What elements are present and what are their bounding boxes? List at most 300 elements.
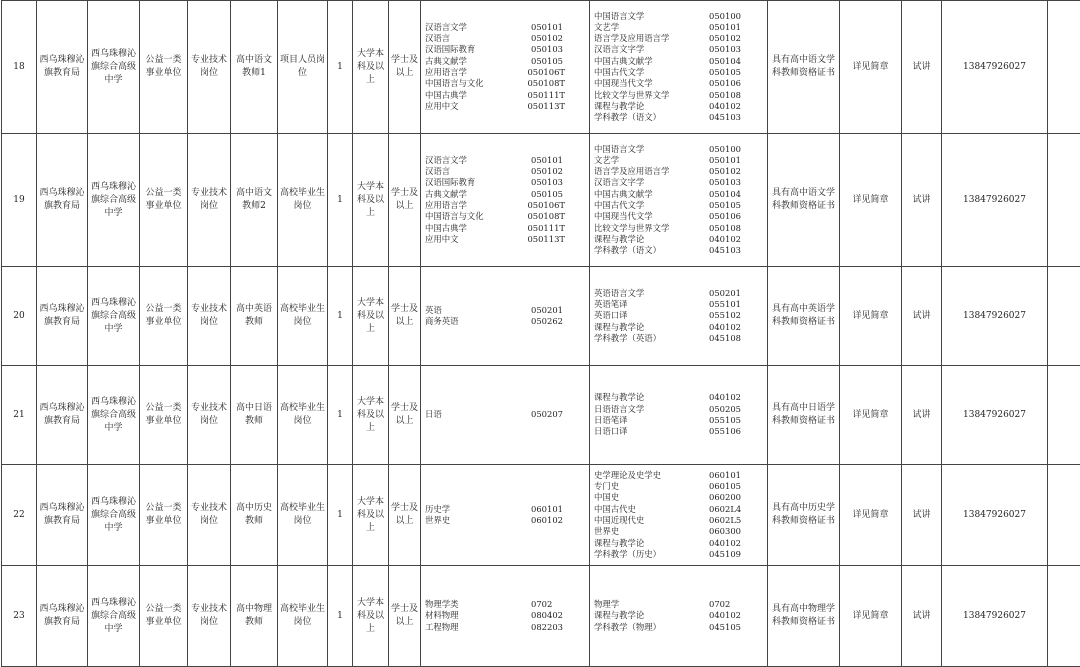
major-item: [594, 470, 763, 481]
bachelor-majors-cell: [421, 267, 590, 366]
major-name: 日语笔译: [594, 415, 628, 426]
major-item: [594, 549, 763, 560]
notes-cell: 详见简章: [840, 267, 902, 366]
major-name: 中国史: [594, 492, 619, 503]
bachelor-majors-cell: [421, 366, 590, 465]
major-code: 050104: [709, 56, 763, 67]
exam-method-cell: 试讲: [902, 465, 942, 566]
unit-type-cell: 公益一类事业单位: [140, 1, 188, 134]
major-item: [594, 90, 763, 101]
major-code: 050111T: [527, 223, 585, 234]
major-name: 材料物理: [425, 610, 459, 621]
notes-cell: 详见简章: [840, 566, 902, 667]
major-code: 082203: [531, 622, 585, 633]
post-category-cell: 高校毕业生岗位: [278, 134, 328, 267]
major-code: 055105: [709, 415, 763, 426]
major-code: 050103: [709, 177, 763, 188]
degree-cell: 学士及以上: [389, 366, 421, 465]
major-name: 汉语国际教育: [425, 44, 475, 55]
major-code: 050105: [531, 189, 585, 200]
major-name: 中国近现代史: [594, 515, 644, 526]
phone-cell: 13847926027: [942, 267, 1048, 366]
major-name: 英语口译: [594, 310, 628, 321]
major-item: [594, 234, 763, 245]
headcount-cell: 1: [328, 267, 353, 366]
major-code: 050108T: [527, 211, 585, 222]
unit-type-cell: 公益一类事业单位: [140, 465, 188, 566]
employer-cell: 西乌珠穆沁旗综合高级中学: [88, 566, 140, 667]
post-name-cell: 高中物理教师: [231, 566, 278, 667]
unit-type-cell: 公益一类事业单位: [140, 267, 188, 366]
major-code: 040102: [709, 101, 763, 112]
headcount-cell: 1: [328, 566, 353, 667]
notes-cell: 详见简章: [840, 1, 902, 134]
major-name: 汉语国际教育: [425, 177, 475, 188]
major-name: 课程与教学论: [594, 234, 644, 245]
major-name: 汉语言文字学: [594, 177, 644, 188]
major-name: 古典文献学: [425, 56, 467, 67]
major-item: [594, 392, 763, 403]
headcount-cell: 1: [328, 465, 353, 566]
major-item: [425, 177, 585, 188]
major-name: 汉语言文学: [425, 155, 467, 166]
major-item: [594, 166, 763, 177]
major-code: 050101: [531, 22, 585, 33]
major-code: 040102: [709, 392, 763, 403]
major-code: 050105: [709, 200, 763, 211]
major-name: 课程与教学论: [594, 101, 644, 112]
major-name: 中国古典学: [425, 223, 467, 234]
phone-cell: 13847926027: [942, 366, 1048, 465]
post-type-cell: 专业技术岗位: [188, 134, 231, 267]
department-cell: 西乌珠穆沁旗教育局: [37, 134, 88, 267]
bachelor-majors-cell: [421, 465, 590, 566]
major-name: 日语语言文学: [594, 404, 644, 415]
major-code: 045109: [709, 549, 763, 560]
major-code: 050207: [531, 409, 585, 420]
major-item: [594, 526, 763, 537]
major-code: 0702: [709, 599, 763, 610]
education-cell: 大学本科及以上: [353, 267, 389, 366]
education-cell: 大学本科及以上: [353, 134, 389, 267]
remarks-cell: [1048, 566, 1080, 667]
major-code: 060102: [531, 515, 585, 526]
major-name: 比较文学与世界文学: [594, 223, 669, 234]
unit-type-cell: 公益一类事业单位: [140, 366, 188, 465]
major-code: 050102: [709, 166, 763, 177]
other-requirement-cell: 具有高中英语学科教师资格证书: [768, 267, 840, 366]
major-item: [425, 515, 585, 526]
major-code: 050108: [709, 90, 763, 101]
department-cell: 西乌珠穆沁旗教育局: [37, 1, 88, 134]
major-code: 050111T: [527, 90, 585, 101]
major-code: 050108T: [527, 78, 585, 89]
major-code: 050262: [531, 316, 585, 327]
major-item: [594, 322, 763, 333]
master-majors-cell: [590, 134, 768, 267]
major-code: 040102: [709, 538, 763, 549]
major-name: 应用中文: [425, 234, 459, 245]
post-category-cell: 高校毕业生岗位: [278, 366, 328, 465]
major-item: [594, 492, 763, 503]
major-item: [594, 211, 763, 222]
major-item: [425, 90, 585, 101]
major-item: [594, 56, 763, 67]
major-item: [594, 33, 763, 44]
major-name: 应用语言学: [425, 200, 467, 211]
major-name: 英语笔译: [594, 299, 628, 310]
major-name: 汉语言文学: [425, 22, 467, 33]
major-item: [425, 599, 585, 610]
education-cell: 大学本科及以上: [353, 566, 389, 667]
major-code: 050103: [531, 44, 585, 55]
master-majors-cell: [590, 566, 768, 667]
table-row: [2, 465, 1080, 566]
headcount-cell: 1: [328, 134, 353, 267]
major-name: 中国古典学: [425, 90, 467, 101]
exam-method-cell: 试讲: [902, 1, 942, 134]
major-name: 物理学类: [425, 599, 459, 610]
major-item: [594, 245, 763, 256]
department-cell: 西乌珠穆沁旗教育局: [37, 465, 88, 566]
major-item: [594, 504, 763, 515]
education-cell: 大学本科及以上: [353, 1, 389, 134]
major-name: 物理学: [594, 599, 619, 610]
major-item: [425, 33, 585, 44]
remarks-cell: [1048, 134, 1080, 267]
major-item: [425, 610, 585, 621]
major-code: 050201: [709, 288, 763, 299]
other-requirement-cell: 具有高中语文学科教师资格证书: [768, 134, 840, 267]
major-code: 050106: [709, 211, 763, 222]
phone-cell: 13847926027: [942, 1, 1048, 134]
major-code: 055102: [709, 310, 763, 321]
major-item: [594, 67, 763, 78]
major-code: 050106T: [527, 67, 585, 78]
major-name: 学科教学（历史）: [594, 549, 661, 560]
major-name: 课程与教学论: [594, 610, 644, 621]
major-code: 050101: [709, 155, 763, 166]
major-item: [594, 22, 763, 33]
major-name: 学科教学（物理）: [594, 622, 661, 633]
unit-type-cell: 公益一类事业单位: [140, 134, 188, 267]
major-item: [594, 310, 763, 321]
major-item: [425, 78, 585, 89]
major-item: [425, 101, 585, 112]
other-requirement-cell: 具有高中日语学科教师资格证书: [768, 366, 840, 465]
major-name: 中国语言与文化: [425, 78, 484, 89]
row-number-cell: 21: [2, 366, 37, 465]
remarks-cell: [1048, 465, 1080, 566]
major-item: [425, 56, 585, 67]
row-number-cell: 23: [2, 566, 37, 667]
major-item: [425, 22, 585, 33]
employer-cell: 西乌珠穆沁旗综合高级中学: [88, 1, 140, 134]
master-majors-cell: [590, 267, 768, 366]
master-majors-cell: [590, 366, 768, 465]
unit-type-cell: 公益一类事业单位: [140, 566, 188, 667]
major-item: [594, 189, 763, 200]
major-item: [594, 200, 763, 211]
major-name: 课程与教学论: [594, 392, 644, 403]
major-item: [594, 11, 763, 22]
major-item: [425, 166, 585, 177]
major-name: 课程与教学论: [594, 322, 644, 333]
major-name: 中国现当代文学: [594, 211, 653, 222]
table-row: [2, 1, 1080, 134]
major-name: 中国古典文献学: [594, 189, 653, 200]
degree-cell: 学士及以上: [389, 1, 421, 134]
post-name-cell: 高中英语教师: [231, 267, 278, 366]
major-code: 055101: [709, 299, 763, 310]
major-name: 中国现当代文学: [594, 78, 653, 89]
table-row: [2, 134, 1080, 267]
post-type-cell: 专业技术岗位: [188, 267, 231, 366]
master-majors-cell: [590, 1, 768, 134]
major-code: 050102: [531, 166, 585, 177]
post-name-cell: 高中历史教师: [231, 465, 278, 566]
employer-cell: 西乌珠穆沁旗综合高级中学: [88, 267, 140, 366]
bachelor-majors-cell: [421, 566, 590, 667]
major-code: 045103: [709, 245, 763, 256]
post-name-cell: 高中语文教师1: [231, 1, 278, 134]
exam-method-cell: 试讲: [902, 134, 942, 267]
major-name: 汉语言: [425, 33, 450, 44]
notes-cell: 详见简章: [840, 465, 902, 566]
post-category-cell: 高校毕业生岗位: [278, 465, 328, 566]
major-item: [594, 538, 763, 549]
major-code: 060200: [709, 492, 763, 503]
bachelor-majors-cell: [421, 134, 590, 267]
major-name: 语言学及应用语言学: [594, 33, 669, 44]
major-code: 050102: [709, 33, 763, 44]
row-number-cell: 20: [2, 267, 37, 366]
major-name: 中国语言文学: [594, 11, 644, 22]
major-item: [594, 426, 763, 437]
phone-cell: 13847926027: [942, 465, 1048, 566]
major-code: 0602L5: [709, 515, 763, 526]
major-name: 文艺学: [594, 155, 619, 166]
major-code: 045103: [709, 112, 763, 123]
major-item: [594, 333, 763, 344]
major-code: 060101: [531, 504, 585, 515]
major-name: 中国古典文献学: [594, 56, 653, 67]
master-majors-cell: [590, 465, 768, 566]
major-item: [594, 415, 763, 426]
employer-cell: 西乌珠穆沁旗综合高级中学: [88, 134, 140, 267]
major-code: 050105: [709, 67, 763, 78]
major-code: 050113T: [527, 101, 585, 112]
major-code: 050102: [531, 33, 585, 44]
degree-cell: 学士及以上: [389, 465, 421, 566]
major-name: 文艺学: [594, 22, 619, 33]
major-item: [594, 112, 763, 123]
major-code: 045108: [709, 333, 763, 344]
major-name: 学科教学（语文）: [594, 112, 661, 123]
major-item: [425, 504, 585, 515]
major-name: 世界史: [594, 526, 619, 537]
major-name: 中国语言与文化: [425, 211, 484, 222]
major-name: 汉语言: [425, 166, 450, 177]
major-item: [594, 101, 763, 112]
major-item: [594, 404, 763, 415]
major-name: 课程与教学论: [594, 538, 644, 549]
exam-method-cell: 试讲: [902, 267, 942, 366]
major-name: 中国古代史: [594, 504, 636, 515]
employer-cell: 西乌珠穆沁旗综合高级中学: [88, 465, 140, 566]
major-name: 日语: [425, 409, 442, 420]
department-cell: 西乌珠穆沁旗教育局: [37, 267, 88, 366]
major-code: 050201: [531, 305, 585, 316]
major-item: [425, 67, 585, 78]
bachelor-majors-cell: [421, 1, 590, 134]
major-code: 050106T: [527, 200, 585, 211]
table-row: [2, 566, 1080, 667]
post-type-cell: 专业技术岗位: [188, 465, 231, 566]
major-item: [594, 481, 763, 492]
major-name: 工程物理: [425, 622, 459, 633]
post-category-cell: 项目人员岗位: [278, 1, 328, 134]
major-code: 045105: [709, 622, 763, 633]
major-code: 050105: [531, 56, 585, 67]
remarks-cell: [1048, 267, 1080, 366]
major-code: 050101: [531, 155, 585, 166]
major-name: 学科教学（英语）: [594, 333, 661, 344]
major-name: 史学理论及史学史: [594, 470, 661, 481]
table-body: [2, 1, 1080, 667]
major-item: [594, 144, 763, 155]
department-cell: 西乌珠穆沁旗教育局: [37, 366, 88, 465]
phone-cell: 13847926027: [942, 134, 1048, 267]
department-cell: 西乌珠穆沁旗教育局: [37, 566, 88, 667]
recruitment-table: [1, 0, 1080, 667]
major-name: 中国古代文学: [594, 67, 644, 78]
major-item: [425, 44, 585, 55]
notes-cell: 详见简章: [840, 366, 902, 465]
major-code: 060105: [709, 481, 763, 492]
major-item: [594, 177, 763, 188]
notes-cell: 详见简章: [840, 134, 902, 267]
major-name: 应用语言学: [425, 67, 467, 78]
major-item: [594, 223, 763, 234]
major-item: [594, 78, 763, 89]
phone-cell: 13847926027: [942, 566, 1048, 667]
major-name: 比较文学与世界文学: [594, 90, 669, 101]
major-name: 中国语言文学: [594, 144, 644, 155]
major-code: 050113T: [527, 234, 585, 245]
major-code: 050205: [709, 404, 763, 415]
post-category-cell: 高校毕业生岗位: [278, 566, 328, 667]
major-item: [594, 610, 763, 621]
major-item: [425, 223, 585, 234]
major-item: [425, 200, 585, 211]
major-item: [594, 155, 763, 166]
degree-cell: 学士及以上: [389, 267, 421, 366]
major-code: 0702: [531, 599, 585, 610]
major-item: [594, 622, 763, 633]
major-item: [425, 622, 585, 633]
exam-method-cell: 试讲: [902, 566, 942, 667]
major-item: [425, 305, 585, 316]
post-name-cell: 高中日语教师: [231, 366, 278, 465]
table-row: [2, 267, 1080, 366]
post-type-cell: 专业技术岗位: [188, 566, 231, 667]
major-code: 0602L4: [709, 504, 763, 515]
major-item: [425, 409, 585, 420]
major-name: 历史学: [425, 504, 450, 515]
row-number-cell: 18: [2, 1, 37, 134]
major-item: [425, 211, 585, 222]
major-name: 专门史: [594, 481, 619, 492]
major-code: 050108: [709, 223, 763, 234]
degree-cell: 学士及以上: [389, 566, 421, 667]
headcount-cell: 1: [328, 366, 353, 465]
major-code: 060101: [709, 470, 763, 481]
major-name: 古典文献学: [425, 189, 467, 200]
education-cell: 大学本科及以上: [353, 465, 389, 566]
major-name: 中国古代文学: [594, 200, 644, 211]
post-category-cell: 高校毕业生岗位: [278, 267, 328, 366]
major-code: 050106: [709, 78, 763, 89]
major-code: 050103: [531, 177, 585, 188]
table-row: [2, 366, 1080, 465]
major-item: [425, 316, 585, 327]
major-name: 语言学及应用语言学: [594, 166, 669, 177]
major-name: 汉语言文字学: [594, 44, 644, 55]
major-name: 应用中文: [425, 101, 459, 112]
other-requirement-cell: 具有高中语文学科教师资格证书: [768, 1, 840, 134]
major-code: 050100: [709, 11, 763, 22]
degree-cell: 学士及以上: [389, 134, 421, 267]
remarks-cell: [1048, 1, 1080, 134]
row-number-cell: 22: [2, 465, 37, 566]
major-code: 040102: [709, 322, 763, 333]
major-item: [425, 234, 585, 245]
major-name: 商务英语: [425, 316, 459, 327]
major-code: 080402: [531, 610, 585, 621]
major-item: [594, 599, 763, 610]
major-name: 英语语言文学: [594, 288, 644, 299]
other-requirement-cell: 具有高中物理学科教师资格证书: [768, 566, 840, 667]
major-name: 世界史: [425, 515, 450, 526]
remarks-cell: [1048, 366, 1080, 465]
exam-method-cell: 试讲: [902, 366, 942, 465]
major-item: [594, 515, 763, 526]
major-item: [594, 44, 763, 55]
major-name: 英语: [425, 305, 442, 316]
major-item: [594, 299, 763, 310]
major-code: 050101: [709, 22, 763, 33]
major-code: 040102: [709, 234, 763, 245]
other-requirement-cell: 具有高中历史学科教师资格证书: [768, 465, 840, 566]
major-name: 学科教学（语文）: [594, 245, 661, 256]
major-code: 060300: [709, 526, 763, 537]
major-item: [594, 288, 763, 299]
headcount-cell: 1: [328, 1, 353, 134]
education-cell: 大学本科及以上: [353, 366, 389, 465]
major-code: 055106: [709, 426, 763, 437]
major-code: 050103: [709, 44, 763, 55]
post-type-cell: 专业技术岗位: [188, 1, 231, 134]
major-code: 050104: [709, 189, 763, 200]
major-item: [425, 189, 585, 200]
major-name: 日语口译: [594, 426, 628, 437]
major-code: 040102: [709, 610, 763, 621]
employer-cell: 西乌珠穆沁旗综合高级中学: [88, 366, 140, 465]
post-name-cell: 高中语文教师2: [231, 134, 278, 267]
post-type-cell: 专业技术岗位: [188, 366, 231, 465]
major-item: [425, 155, 585, 166]
